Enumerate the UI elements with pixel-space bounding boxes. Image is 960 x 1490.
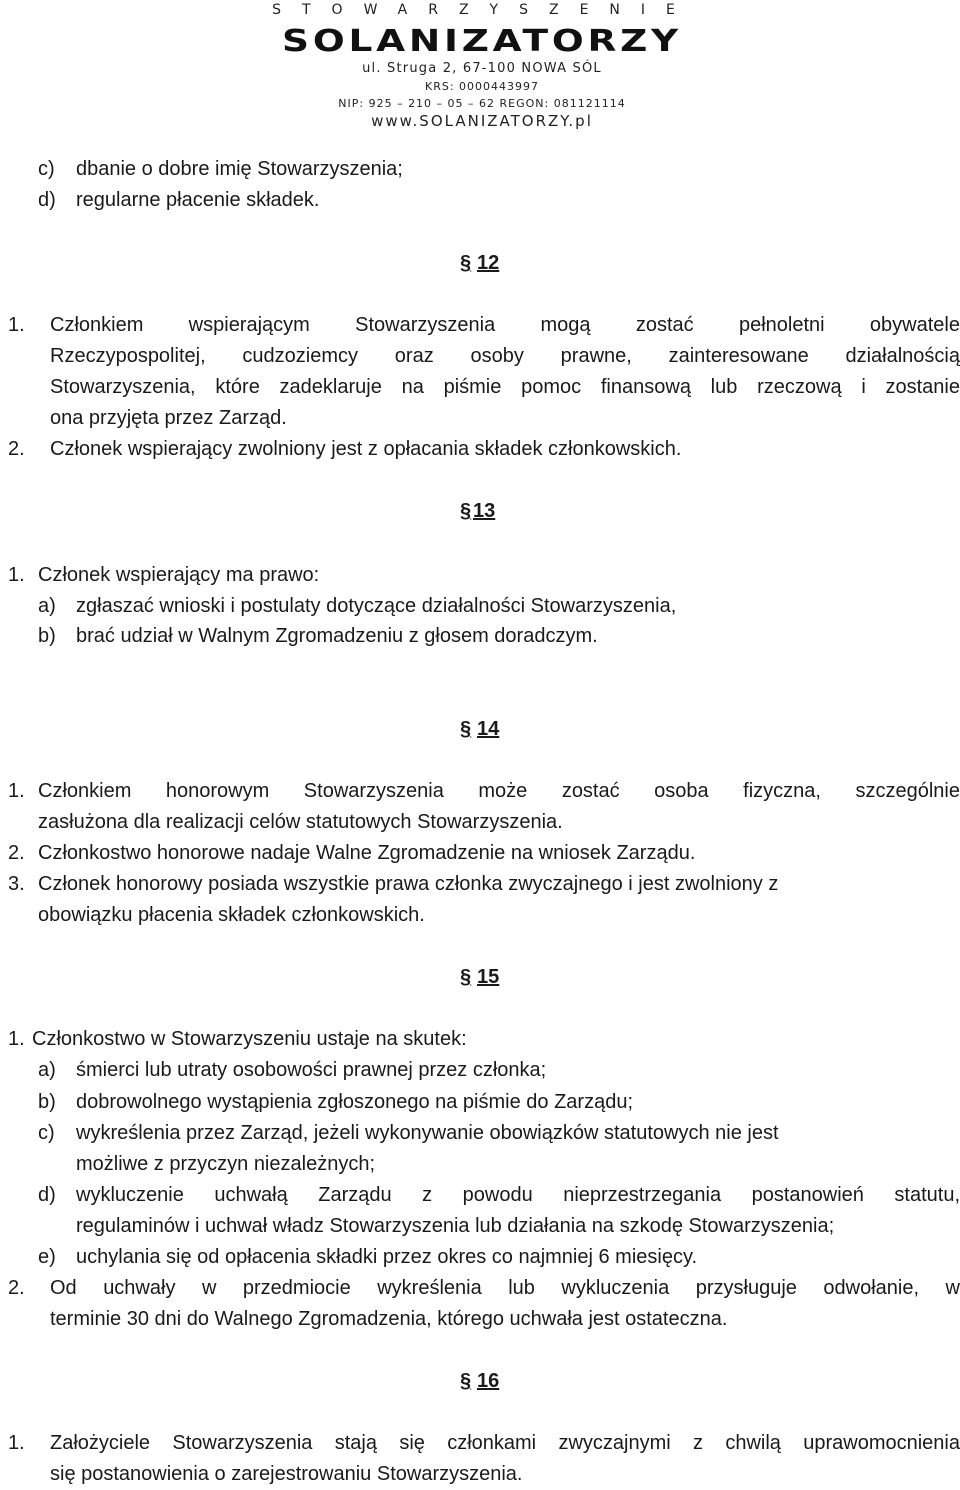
letterhead-address: ul. Struga 2, 67-100 NOWA SÓL — [362, 61, 602, 76]
section-heading-13 — [0, 496, 960, 527]
item-marker: 2. — [8, 842, 25, 864]
section-number: 12 — [477, 252, 500, 274]
item-text: Członek wspierający zwolniony jest z opłacania składek członkowskich. — [50, 438, 682, 460]
list-item — [0, 1118, 960, 1149]
item-marker: 1. — [8, 1028, 25, 1050]
item-text: obowiązku płacenia składek członkowskich. — [38, 904, 425, 926]
item-text: Członek honorowy posiada wszystkie prawa członka zwyczajnego i jest zwolniony z — [38, 873, 779, 895]
item-text: Członek wspierający ma prawo: — [38, 564, 320, 586]
item-marker: c) — [38, 158, 55, 180]
item-marker: 1. — [8, 1432, 25, 1454]
item-marker: 3. — [8, 873, 25, 895]
section-sign: § — [460, 966, 472, 988]
item-text: regularne płacenie składek. — [76, 189, 320, 211]
paragraph-line — [0, 1459, 960, 1490]
letterhead-website: www.SOLANIZATORZY.pl — [371, 112, 593, 130]
list-item — [0, 1211, 960, 1242]
item-text: dbanie o dobre imię Stowarzyszenia; — [76, 158, 403, 180]
item-text: Członkiem honorowym Stowarzyszenia może zostać osoba fizyczna, szczególnie — [38, 780, 960, 802]
list-item — [0, 185, 960, 216]
item-marker: 1. — [8, 314, 25, 336]
item-text: Od uchwały w przedmiocie wykreślenia lub wykluczenia przysługuje odwołanie, w — [50, 1277, 960, 1299]
item-marker: d) — [38, 189, 56, 211]
section-sign: § — [460, 500, 472, 522]
item-text: się postanowienia o zarejestrowaniu Stowarzyszenia. — [50, 1463, 523, 1485]
item-text: terminie 30 dni do Walnego Zgromadzenia, którego uchwała jest ostateczna. — [50, 1308, 728, 1330]
section-number: 15 — [477, 966, 500, 988]
item-text: zgłaszać wnioski i postulaty dotyczące działalności Stowarzyszenia, — [76, 595, 677, 617]
list-item — [0, 1180, 960, 1211]
section-number: 16 — [477, 1370, 500, 1392]
item-marker: b) — [38, 625, 56, 647]
paragraph-line — [0, 776, 960, 807]
section-heading-15 — [0, 962, 960, 993]
letterhead — [262, 0, 702, 130]
item-text: wykluczenie uchwałą Zarządu z powodu nieprzestrzegania postanowień statutu, — [76, 1184, 960, 1206]
item-marker: e) — [38, 1246, 56, 1268]
section-sign: § — [460, 718, 472, 740]
item-marker: 2. — [8, 1277, 25, 1299]
item-marker: 2. — [8, 438, 25, 460]
letterhead-org-name: SOLANIZATORZY — [282, 24, 682, 59]
item-text: dobrowolnego wystąpienia zgłoszonego na piśmie do Zarządu; — [76, 1091, 634, 1113]
section-sign: § — [460, 252, 472, 274]
paragraph-line — [0, 807, 960, 838]
item-text: ona przyjęta przez Zarząd. — [50, 407, 287, 429]
letterhead-org-type: STOWARZYSZENIE — [272, 2, 696, 18]
paragraph-line — [0, 1428, 960, 1459]
section-number: 13 — [473, 500, 496, 522]
item-text: możliwe z przyczyn niezależnych; — [76, 1153, 375, 1175]
section-number: 14 — [477, 718, 500, 740]
paragraph-line — [0, 838, 960, 869]
list-item — [0, 1149, 960, 1180]
item-text: brać udział w Walnym Zgromadzeniu z głosem doradczym. — [76, 625, 598, 647]
letterhead-nip-regon: NIP: 925 – 210 – 05 – 62 REGON: 081121114 — [338, 97, 626, 110]
paragraph-line — [0, 403, 960, 434]
section-heading-14 — [0, 714, 960, 745]
letterhead-krs: KRS: 0000443997 — [424, 80, 540, 93]
list-item — [0, 591, 960, 622]
paragraph-line — [0, 869, 960, 900]
item-marker: 1. — [8, 780, 25, 802]
list-item — [0, 1055, 960, 1086]
list-item — [0, 1242, 960, 1273]
list-item — [0, 621, 960, 652]
item-marker: b) — [38, 1091, 56, 1113]
item-text: Stowarzyszenia, które zadeklaruje na piśmie pomoc finansową lub rzeczową i zostanie — [50, 376, 960, 398]
paragraph-line — [0, 434, 960, 465]
item-text: Założyciele Stowarzyszenia stają się członkami zwyczajnymi z chwilą uprawomocnienia — [50, 1432, 960, 1454]
item-text: wykreślenia przez Zarząd, jeżeli wykonywanie obowiązków statutowych nie jest — [76, 1122, 779, 1144]
section-heading-12 — [0, 248, 960, 279]
item-text: Członkiem wspierającym Stowarzyszenia mogą zostać pełnoletni obywatele — [50, 314, 960, 336]
item-marker: a) — [38, 595, 56, 617]
item-marker: 1. — [8, 564, 25, 586]
section-heading-16 — [0, 1366, 960, 1397]
item-text: Rzeczypospolitej, cudzoziemcy oraz osoby prawne, zainteresowane działalnością — [50, 345, 960, 367]
paragraph-line — [0, 372, 960, 403]
paragraph-line — [0, 900, 960, 931]
item-marker: c) — [38, 1122, 55, 1144]
item-text: uchylania się od opłacenia składki przez okres co najmniej 6 miesięcy. — [76, 1246, 698, 1268]
paragraph-line — [0, 1273, 960, 1304]
item-text: regulaminów i uchwał władz Stowarzyszenia lub działania na szkodę Stowarzyszenia; — [76, 1215, 835, 1237]
paragraph-line — [0, 560, 960, 591]
paragraph-line — [0, 1304, 960, 1335]
list-item — [0, 154, 960, 185]
list-item — [0, 1087, 960, 1118]
item-marker: d) — [38, 1184, 56, 1206]
item-marker: a) — [38, 1059, 56, 1081]
item-text: Członkostwo honorowe nadaje Walne Zgromadzenie na wniosek Zarządu. — [38, 842, 696, 864]
paragraph-line — [0, 341, 960, 372]
paragraph-line — [0, 310, 960, 341]
item-text: zasłużona dla realizacji celów statutowych Stowarzyszenia. — [38, 811, 563, 833]
item-text: Członkostwo w Stowarzyszeniu ustaje na skutek: — [32, 1028, 467, 1050]
section-sign: § — [460, 1370, 472, 1392]
paragraph-line — [0, 1024, 960, 1055]
item-text: śmierci lub utraty osobowości prawnej przez członka; — [76, 1059, 547, 1081]
